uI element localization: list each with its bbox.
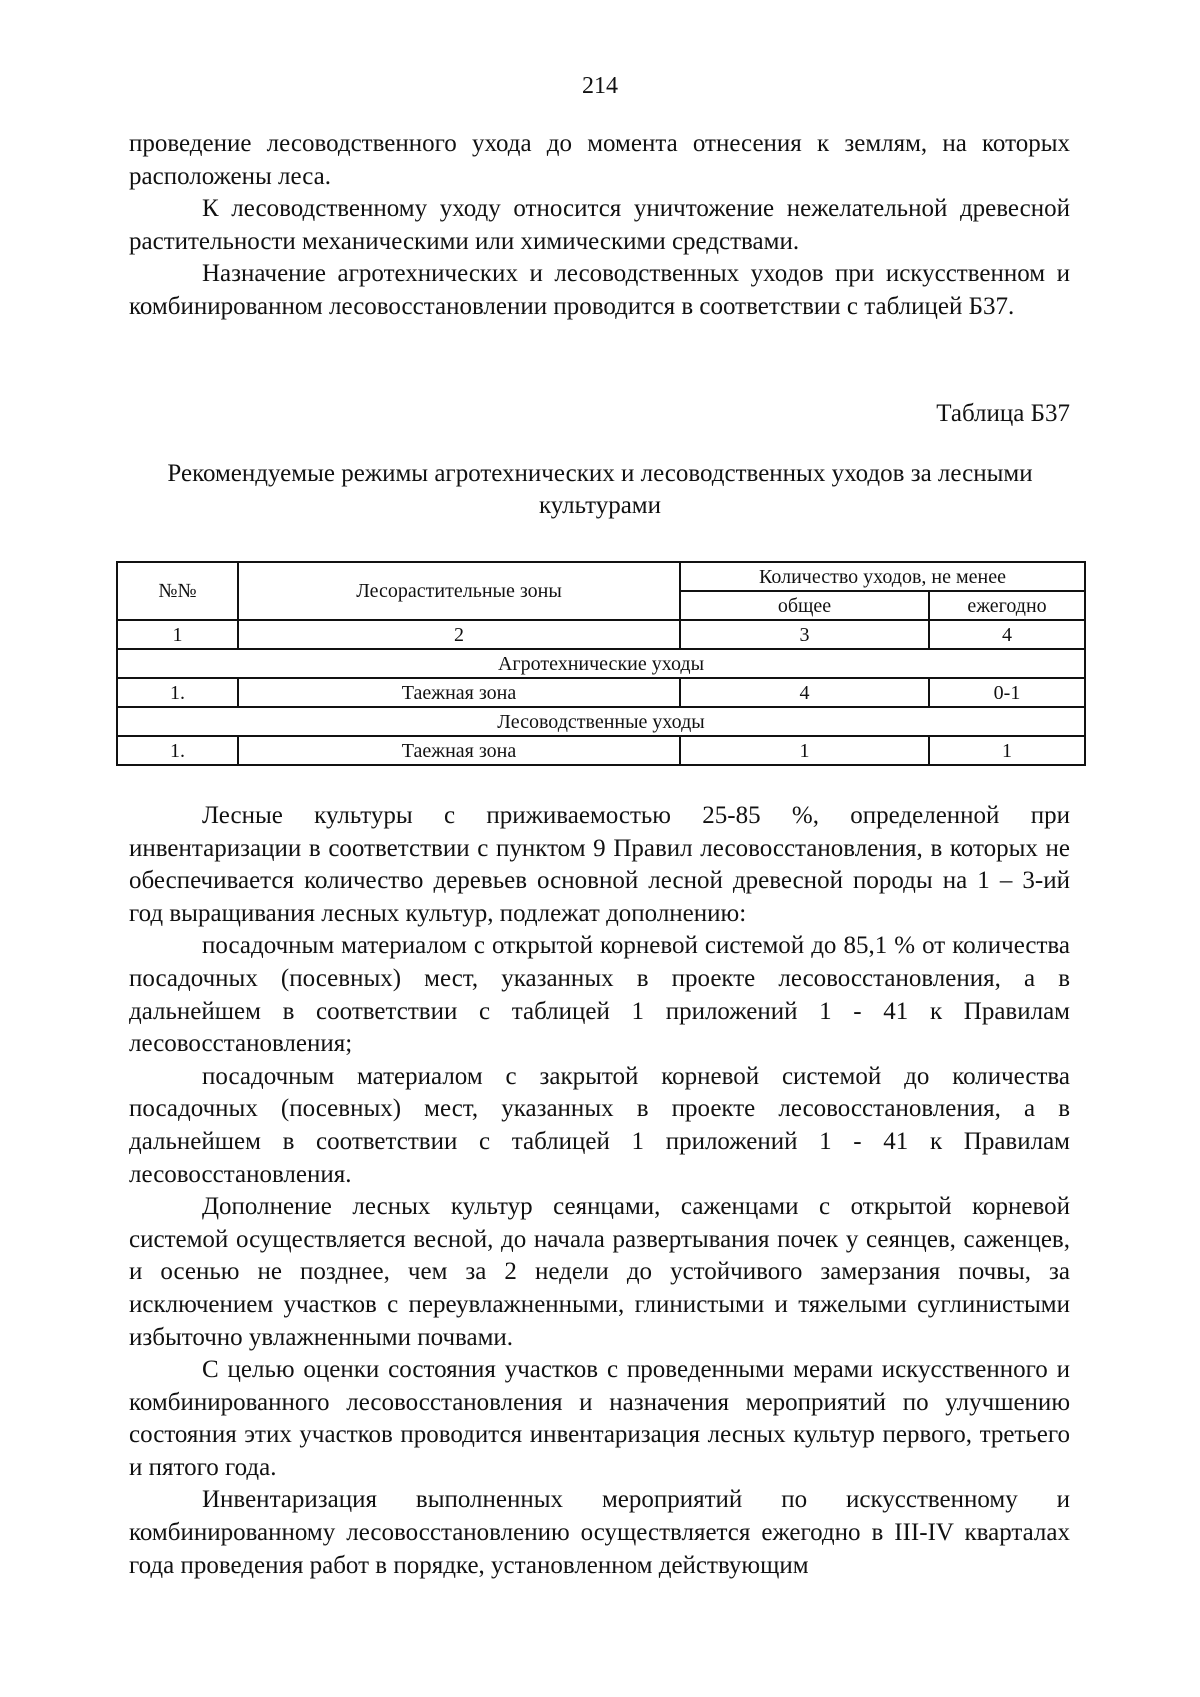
intro-paragraph-1: проведение лесоводственного ухода до момента отнесения к землям, на которых расположены леса.	[129, 130, 1070, 190]
header-number: №№	[117, 562, 238, 620]
body-paragraph-6: Инвентаризация выполненных мероприятий по искусственному и комбинированному лесовосстановлению осуществляется ежегодно в III-IV кварталах года проведения работ в порядке, установленном действующим	[129, 1486, 1070, 1579]
header-annual: ежегодно	[929, 591, 1085, 620]
header-count-group: Количество уходов, не менее	[680, 562, 1085, 591]
header-total: общее	[680, 591, 929, 620]
intro-text	[129, 128, 1070, 324]
table-column-numbers-row	[117, 620, 1085, 649]
intro-paragraph-2: К лесоводственному уходу относится уничтожение нежелательной древесной растительности механическими или химическими средствами.	[129, 195, 1070, 255]
row-annual: 1	[929, 736, 1085, 765]
column-number-4: 4	[929, 620, 1085, 649]
intro-paragraph-3: Назначение агротехнических и лесоводственных уходов при искусственном и комбинированном лесовосстановлении проводится в соответствии с таблицей Б37.	[129, 260, 1070, 320]
row-number: 1.	[117, 678, 238, 707]
row-zone: Таежная зона	[238, 736, 680, 765]
row-annual: 0-1	[929, 678, 1085, 707]
table-section-row	[117, 707, 1085, 736]
row-total: 1	[680, 736, 929, 765]
column-number-2: 2	[238, 620, 680, 649]
table-section-row	[117, 649, 1085, 678]
body-paragraph-2: посадочным материалом с открытой корневой системой до 85,1 % от количества посадочных (посевных) мест, указанных в проекте лесовосстановления, а в дальнейшем в соответствии с таблицей 1 приложений 1 - 41 к Правилам лесовосстановления;	[129, 932, 1070, 1058]
page-number: 214	[582, 73, 618, 99]
body-paragraph-1: Лесные культуры с приживаемостью 25-85 %, определенной при инвентаризации в соответствии с пунктом 9 Правил лесовосстановления, в которых не обеспечивается количество деревьев основной лесной древесной породы на 1 – 3-ий год выращивания лесных культур, подлежат дополнению:	[129, 802, 1070, 927]
row-number: 1.	[117, 736, 238, 765]
column-number-3: 3	[680, 620, 929, 649]
table-header-row	[117, 562, 1085, 591]
column-number-1: 1	[117, 620, 238, 649]
body-paragraph-3: посадочным материалом с закрытой корневой системой до количества посадочных (посевных) мест, указанных в проекте лесовосстановления, а в дальнейшем в соответствии с таблицей 1 приложений 1 - 41 к Правилам лесовосстановления.	[129, 1062, 1070, 1188]
table-row	[117, 678, 1085, 707]
section-title-agrotechnical: Агротехнические уходы	[117, 649, 1085, 678]
body-paragraph-5: С целью оценки состояния участков с проведенными мерами искусственного и комбинированного лесовосстановления и назначения мероприятий по улучшению состояния этих участков проводится инвентаризация лесных культур первого, третьего и пятого года.	[129, 1356, 1070, 1481]
table-title: Рекомендуемые режимы агротехнических и лесоводственных уходов за лесными культурами	[167, 460, 1033, 519]
row-total: 4	[680, 678, 929, 707]
body-paragraph-4: Дополнение лесных культур сеянцами, саженцами с открытой корневой системой осуществляется весной, до начала развертывания почек у сеянцев, саженцев, и осенью не позднее, чем за 2 недели до устойчивого замерзания почвы, за исключением участков с переувлажненными, глинистыми и тяжелыми суглинистыми избыточно увлажненными почвами.	[129, 1193, 1070, 1351]
body-text	[129, 800, 1070, 1582]
header-zones: Лесорастительные зоны	[238, 562, 680, 620]
care-regimes-table	[116, 561, 1086, 766]
table-caption: Таблица Б37	[936, 400, 1070, 427]
table-row	[117, 736, 1085, 765]
section-title-silvicultural: Лесоводственные уходы	[117, 707, 1085, 736]
row-zone: Таежная зона	[238, 678, 680, 707]
